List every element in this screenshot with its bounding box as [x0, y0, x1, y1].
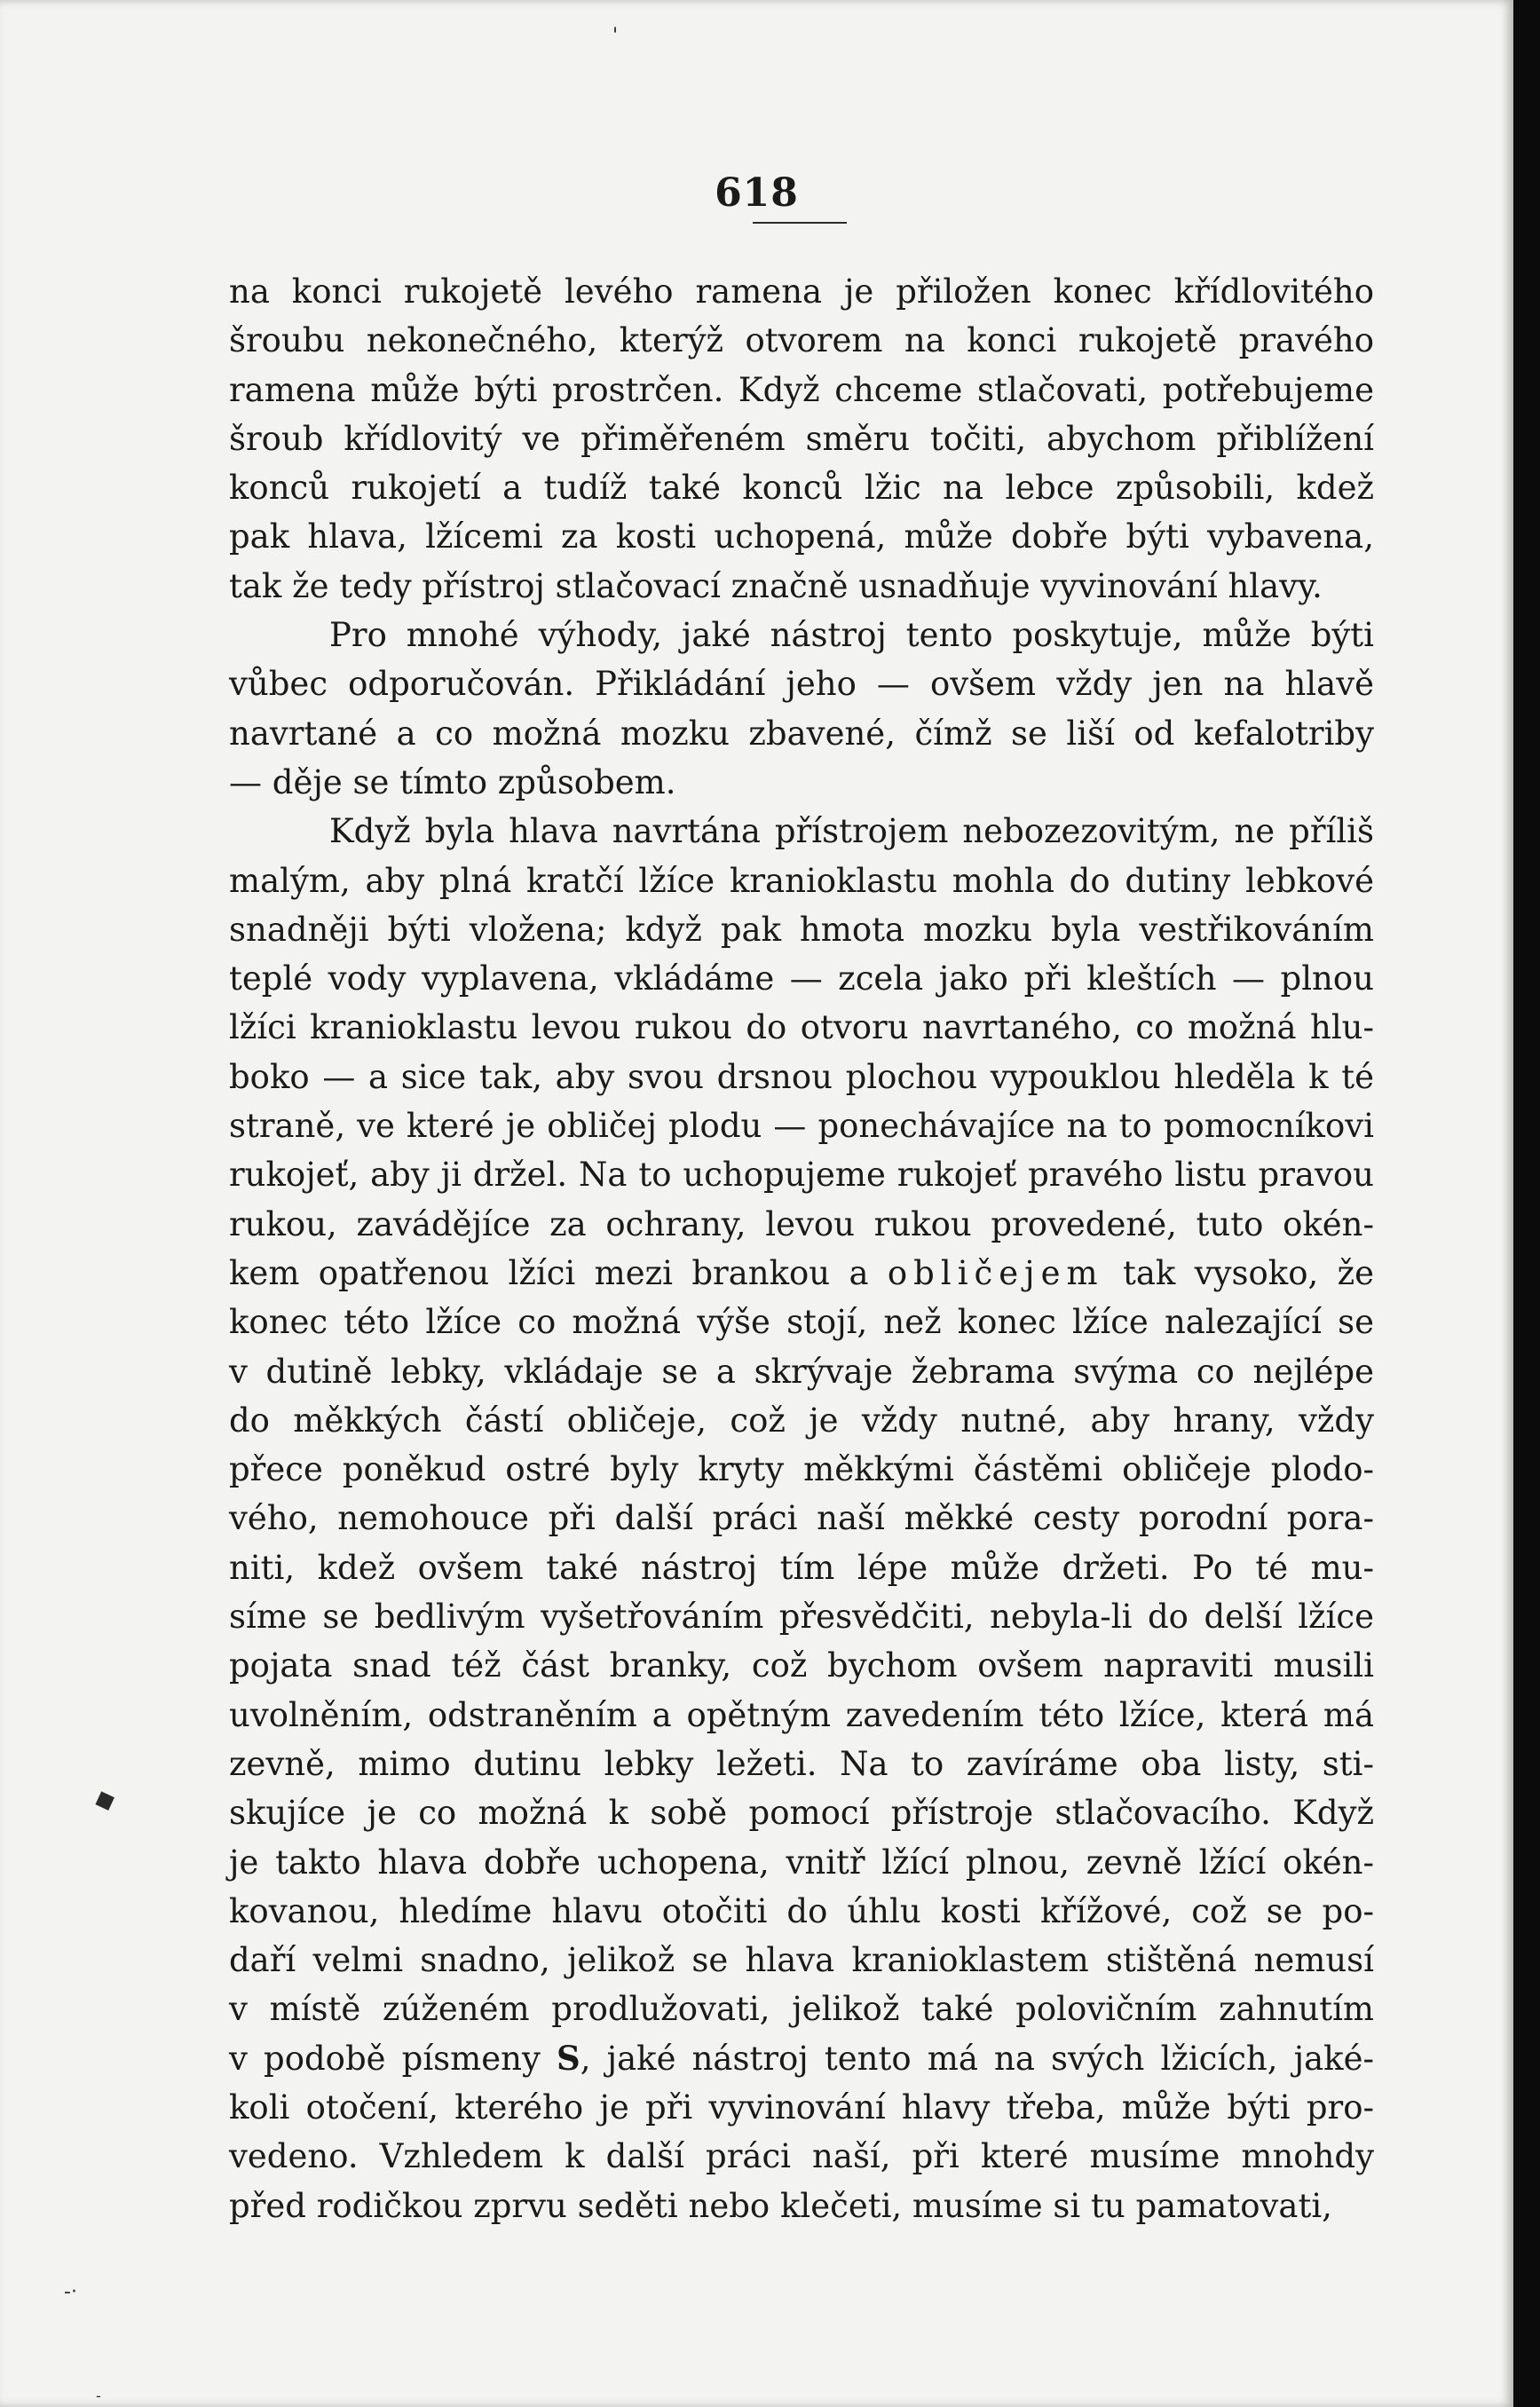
text-line	[229, 1249, 1374, 1298]
text-line: malým, aby plná kratčí lžíce kranioklastu mohla do dutiny lebkové	[229, 861, 1374, 900]
text-line: síme se bedlivým vyšetřováním přesvědčiti, nebyla-li do delší lžíce	[229, 1598, 1374, 1637]
stray-mark: -	[96, 2387, 101, 2404]
text-line: koli otočení, kterého je při vyvinování hlavy třeba, může býti pro-	[229, 2087, 1374, 2127]
text-line: Pro mnohé výhody, jaké nástroj tento poskytuje, může býti	[329, 616, 1374, 655]
text-line: rukojeť, aby ji držel. Na to uchopujeme rukojeť pravého listu pravou	[229, 1156, 1374, 1195]
text-line: v místě zúženém prodlužovati, jelikož také polovičním zahnutím	[229, 1990, 1374, 2029]
text-line: šroubu nekonečného, kterýž otvorem na konci rukojetě pravého	[229, 321, 1374, 360]
text-line: do měkkých částí obličeje, což je vždy nutné, aby hrany, vždy	[229, 1401, 1374, 1440]
text-line: teplé vody vyplavena, vkládáme — zcela jako při kleštích — plnou	[229, 959, 1374, 998]
text-line: pojata snad též část branky, což bychom ovšem napraviti musili	[229, 1646, 1374, 1685]
text-line: zevně, mimo dutinu lebky ležeti. Na to zavíráme oba listy, sti-	[229, 1744, 1374, 1783]
emphasized-word: S	[557, 2038, 580, 2078]
stray-mark: -·	[64, 2281, 77, 2303]
emphasized-word: obličejem	[887, 1253, 1104, 1292]
text-line: rukou, zavádějíce za ochrany, levou rukou provedené, tuto okén-	[229, 1204, 1374, 1243]
text-line: snadněji býti vložena; když pak hmota mozku byla vestřikováním	[229, 910, 1374, 949]
stray-mark: ◆	[89, 1781, 120, 1818]
text-line: je takto hlava dobře uchopena, vnitř lžící plnou, zevně lžící okén-	[229, 1843, 1374, 1882]
text-line: konců rukojetí a tudíž také konců lžic na lebce způsobili, kdež	[229, 469, 1374, 508]
text-line: kovanou, hledíme hlavu otočiti do úhlu kosti křížové, což se po-	[229, 1891, 1374, 1930]
text-line: pak hlava, lžícemi za kosti uchopená, může dobře býti vybavena,	[229, 517, 1374, 556]
page-number-underline	[753, 222, 847, 224]
text-line: vého, nemohouce při další práci naší měkké cesty porodní pora-	[229, 1499, 1374, 1538]
line-text-segment: tak vysoko, že	[1103, 1253, 1374, 1292]
text-line: vůbec odporučován. Přikládání jeho — ovšem vždy jen na hlavě	[229, 665, 1374, 704]
text-line: — děje se tímto způsobem.	[229, 762, 676, 801]
text-line: na konci rukojetě levého ramena je přiložen konec křídlovitého	[229, 272, 1374, 311]
text-line: Když byla hlava navrtána přístrojem nebozezovitým, ne příliš	[329, 812, 1374, 851]
text-line	[229, 2034, 1374, 2083]
text-line: uvolněním, odstraněním a opětným zavedením této lžíce, která má	[229, 1695, 1374, 1734]
text-line: konec této lžíce co možná výše stojí, než konec lžíce nalezající se	[229, 1303, 1374, 1342]
text-line: tak že tedy přístroj stlačovací značně usnadňuje vyvinování hlavy.	[229, 566, 1323, 605]
line-text-segment: v podobě písmeny	[229, 2039, 557, 2078]
text-line: přece poněkud ostré byly kryty měkkými částěmi obličeje plodo-	[229, 1450, 1374, 1489]
line-text-segment: , jaké nástroj tento má na svých lžicích, jaké-	[580, 2039, 1374, 2078]
stray-mark: '	[612, 25, 619, 47]
text-line: vedeno. Vzhledem k další práci naší, při které musíme mnohdy	[229, 2137, 1374, 2176]
body-text	[229, 267, 1374, 2230]
page-number: 618	[715, 170, 799, 216]
text-line: skujíce je co možná k sobě pomocí přístroje stlačovacího. Když	[229, 1794, 1374, 1833]
text-line: daří velmi snadno, jelikož se hlava kranioklastem stištěná nemusí	[229, 1941, 1374, 1980]
text-line: navrtané a co možná mozku zbavené, čímž se liší od kefalotriby	[229, 714, 1374, 753]
text-line: niti, kdež ovšem také nástroj tím lépe může držeti. Po té mu-	[229, 1548, 1374, 1587]
text-line: straně, ve které je obličej plodu — ponechávajíce na to pomocníkovi	[229, 1107, 1374, 1146]
text-line: před rodičkou zprvu seděti nebo klečeti, musíme si tu pamatovati,	[229, 2186, 1332, 2225]
text-line: lžíci kranioklastu levou rukou do otvoru navrtaného, co možná hlu-	[229, 1008, 1374, 1047]
line-text-segment: kem opatřenou lžíci mezi brankou a	[229, 1253, 888, 1292]
text-line: šroub křídlovitý ve přiměřeném směru točiti, abychom přiblížení	[229, 419, 1374, 458]
text-line: ramena může býti prostrčen. Když chceme stlačovati, potřebujeme	[229, 370, 1374, 409]
text-line: boko — a sice tak, aby svou drsnou plochou vypouklou hleděla k té	[229, 1057, 1374, 1096]
text-line: v dutině lebky, vkládaje se a skrývaje žebrama svýma co nejlépe	[229, 1352, 1374, 1391]
